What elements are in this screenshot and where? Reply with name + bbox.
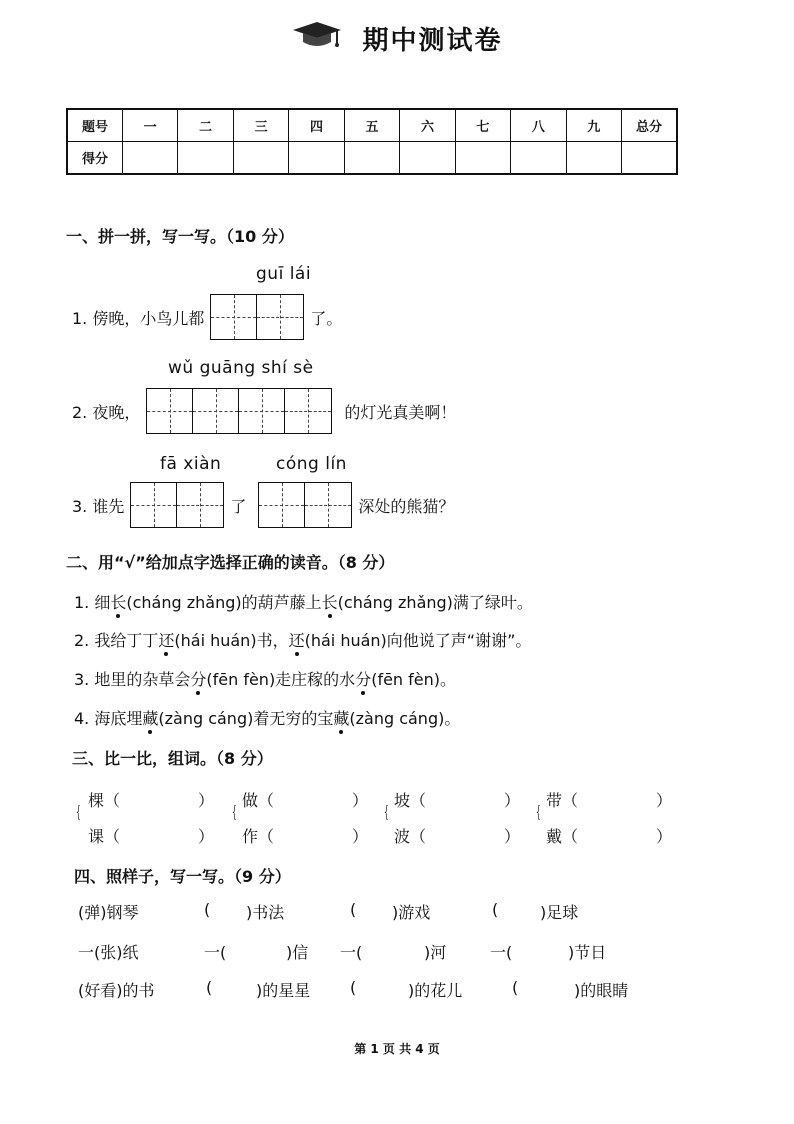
blank-word: )游戏 bbox=[392, 903, 431, 922]
brace-glyph: { bbox=[232, 802, 237, 821]
grid-cell[interactable] bbox=[177, 483, 223, 527]
s2-line-3 bbox=[74, 667, 456, 690]
score-row-label: 得分 bbox=[67, 142, 122, 175]
blank-open[interactable]: ( bbox=[206, 978, 213, 997]
score-header-cell: 总分 bbox=[622, 109, 677, 142]
score-header-cell: 七 bbox=[455, 109, 510, 142]
q2-text-after: 的灯光真美啊！ bbox=[344, 402, 457, 422]
paren-close: ） bbox=[198, 827, 215, 846]
score-header-cell: 四 bbox=[289, 109, 344, 142]
brace-glyph: { bbox=[536, 802, 541, 821]
score-header-row bbox=[67, 109, 677, 142]
s2-line-4 bbox=[74, 706, 460, 729]
blank-open[interactable]: ( bbox=[350, 978, 357, 997]
paren-close: ） bbox=[352, 791, 369, 810]
score-cell[interactable] bbox=[233, 142, 288, 175]
score-header-cell: 二 bbox=[178, 109, 233, 142]
s2-text[interactable]: (zàng cáng)着无穷的宝 bbox=[158, 709, 334, 728]
blank-open[interactable]: ( bbox=[350, 900, 357, 919]
q1-writing-grid[interactable] bbox=[210, 294, 304, 340]
s2-text[interactable]: (cháng zhǎng)的葫芦藤上 bbox=[126, 593, 322, 612]
score-cell[interactable] bbox=[289, 142, 344, 175]
score-cell[interactable] bbox=[566, 142, 621, 175]
q1-text-before: 1. 傍晚，小鸟儿都 bbox=[72, 308, 205, 328]
blank-open[interactable]: ( bbox=[204, 900, 211, 919]
blank-word: )信 bbox=[286, 943, 309, 962]
score-cell[interactable] bbox=[455, 142, 510, 175]
paren-close: ） bbox=[504, 827, 521, 846]
score-table bbox=[66, 108, 678, 175]
s2-line-2 bbox=[74, 628, 531, 651]
score-header-cell: 一 bbox=[122, 109, 177, 142]
paren-close: ） bbox=[504, 791, 521, 810]
blank-word: )节日 bbox=[568, 943, 607, 962]
page-footer: 第 1 页 共 4 页 bbox=[354, 1042, 440, 1056]
score-header-cell: 题号 bbox=[67, 109, 122, 142]
q3-writing-grid-2[interactable] bbox=[258, 482, 352, 528]
grid-cell[interactable] bbox=[259, 483, 305, 527]
page-title: 期中测试卷 bbox=[362, 26, 503, 56]
example-cell: (弹)钢琴 bbox=[78, 903, 139, 922]
q3-text-middle: 了 bbox=[230, 496, 247, 516]
grid-cell[interactable] bbox=[257, 295, 303, 339]
page-title-block bbox=[0, 20, 794, 57]
graduation-cap-icon bbox=[291, 20, 343, 57]
section1-heading: 一、拼一拼，写一写。（10 分） bbox=[66, 227, 294, 246]
dotted-char: 长 bbox=[321, 593, 338, 612]
word-pair-bottom: 戴（ bbox=[546, 827, 579, 846]
section3-heading: 三、比一比，组词。（8 分） bbox=[72, 749, 273, 768]
blank-open[interactable]: ( bbox=[492, 900, 499, 919]
example-cell: (好看)的书 bbox=[78, 981, 155, 1000]
blank-open[interactable]: ( bbox=[512, 978, 519, 997]
score-value-row bbox=[67, 142, 677, 175]
s2-text[interactable]: (hái huán)向他说了声“谢谢”。 bbox=[304, 631, 532, 650]
blank-word: )的花儿 bbox=[408, 981, 463, 1000]
score-cell[interactable] bbox=[178, 142, 233, 175]
word-pair-bottom: 作（ bbox=[242, 827, 275, 846]
s2-text[interactable]: (fēn fèn)。 bbox=[371, 670, 457, 689]
grid-cell[interactable] bbox=[193, 389, 239, 433]
grid-cell[interactable] bbox=[147, 389, 193, 433]
example-cell: 一(张)纸 bbox=[78, 943, 139, 962]
q1-text-after: 了。 bbox=[310, 308, 343, 328]
s2-text[interactable]: (cháng zhǎng)满了绿叶。 bbox=[337, 593, 533, 612]
q3-line bbox=[72, 482, 454, 528]
q1-pinyin: guī lái bbox=[256, 264, 312, 284]
q2-line bbox=[72, 388, 456, 434]
grid-cell[interactable] bbox=[239, 389, 285, 433]
s2-text: 3. 地里的杂草会 bbox=[74, 670, 191, 689]
dotted-char: 还 bbox=[158, 631, 175, 650]
grid-cell[interactable] bbox=[211, 295, 257, 339]
q2-text-before: 2. 夜晚， bbox=[72, 402, 141, 422]
section2-heading: 二、用“√”给加点字选择正确的读音。（8 分） bbox=[66, 553, 395, 572]
grid-cell[interactable] bbox=[285, 389, 331, 433]
blank-word: )的眼睛 bbox=[574, 981, 629, 1000]
score-cell[interactable] bbox=[622, 142, 677, 175]
compare-groups bbox=[76, 784, 716, 844]
q2-pinyin: wǔ guāng shí sè bbox=[168, 358, 314, 378]
s2-text: 4. 海底埋 bbox=[74, 709, 143, 728]
score-cell[interactable] bbox=[511, 142, 566, 175]
dotted-char: 藏 bbox=[142, 709, 159, 728]
score-header-cell: 三 bbox=[233, 109, 288, 142]
q2-writing-grid[interactable] bbox=[146, 388, 332, 434]
q3-writing-grid-1[interactable] bbox=[130, 482, 224, 528]
score-header-cell: 九 bbox=[566, 109, 621, 142]
dotted-char: 还 bbox=[288, 631, 305, 650]
pattern-rows bbox=[78, 900, 698, 1000]
dotted-char: 分 bbox=[355, 670, 372, 689]
blank-open[interactable]: 一( bbox=[490, 943, 513, 962]
blank-word: )书法 bbox=[246, 903, 285, 922]
score-header-cell: 五 bbox=[344, 109, 399, 142]
word-pair-top: 棵（ bbox=[88, 791, 121, 810]
q1-line bbox=[72, 294, 342, 340]
q3-pinyin-1: fā xiàn bbox=[160, 454, 222, 474]
score-cell[interactable] bbox=[122, 142, 177, 175]
paren-close: ） bbox=[656, 827, 673, 846]
paren-close: ） bbox=[656, 791, 673, 810]
brace-glyph: { bbox=[76, 802, 81, 821]
dotted-char: 长 bbox=[110, 593, 127, 612]
score-cell[interactable] bbox=[344, 142, 399, 175]
s2-line-1 bbox=[74, 590, 533, 613]
s2-text: 2. 我给丁丁 bbox=[74, 631, 159, 650]
q3-text-before: 3. 谁先 bbox=[72, 496, 125, 516]
score-cell[interactable] bbox=[400, 142, 455, 175]
word-pair-top: 坡（ bbox=[394, 791, 427, 810]
blank-word: )足球 bbox=[540, 903, 579, 922]
q3-text-after: 深处的熊猫？ bbox=[358, 496, 455, 516]
section4-heading: 四、照样子，写一写。（9 分） bbox=[74, 867, 291, 886]
word-pair-bottom: 波（ bbox=[394, 827, 427, 846]
grid-cell[interactable] bbox=[305, 483, 351, 527]
grid-cell[interactable] bbox=[131, 483, 177, 527]
s2-text: 1. 细 bbox=[74, 593, 111, 612]
dotted-char: 分 bbox=[190, 670, 207, 689]
q3-pinyin-2: cóng lín bbox=[276, 454, 347, 474]
score-header-cell: 六 bbox=[400, 109, 455, 142]
paren-close: ） bbox=[198, 791, 215, 810]
word-pair-bottom: 课（ bbox=[88, 827, 121, 846]
word-pair-top: 做（ bbox=[242, 791, 275, 810]
s2-text[interactable]: (hái huán)书， bbox=[174, 631, 289, 650]
word-pair-top: 带（ bbox=[546, 791, 579, 810]
s2-text[interactable]: (zàng cáng)。 bbox=[349, 709, 461, 728]
blank-open[interactable]: 一( bbox=[204, 943, 227, 962]
paren-close: ） bbox=[352, 827, 369, 846]
dotted-char: 藏 bbox=[333, 709, 350, 728]
brace-glyph: { bbox=[384, 802, 389, 821]
blank-open[interactable]: 一( bbox=[340, 943, 363, 962]
score-header-cell: 八 bbox=[511, 109, 566, 142]
blank-word: )河 bbox=[424, 943, 447, 962]
s2-text[interactable]: (fēn fèn)走庄稼的水 bbox=[206, 670, 356, 689]
blank-word: )的星星 bbox=[256, 981, 311, 1000]
